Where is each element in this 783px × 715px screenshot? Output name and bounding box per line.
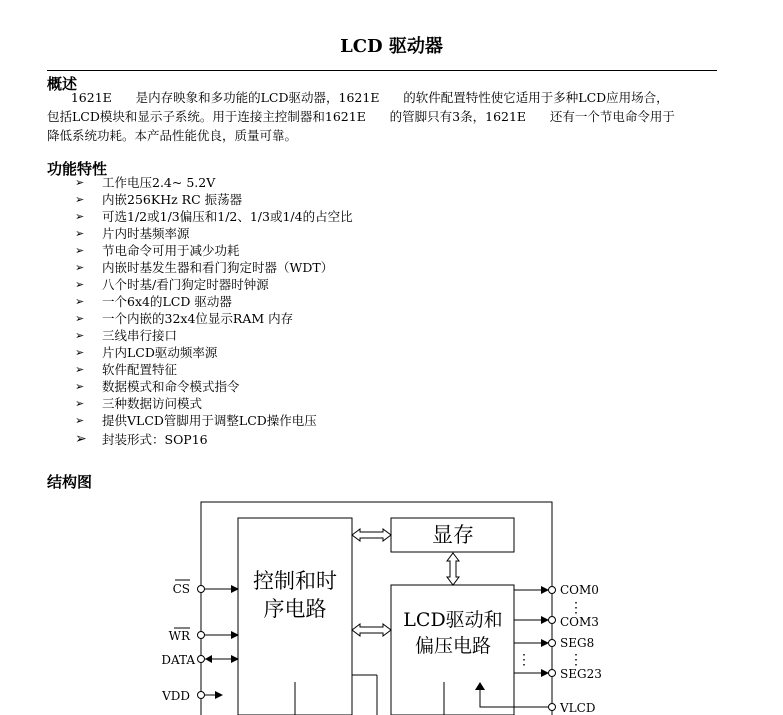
bullet-arrow-icon: ➢ xyxy=(75,329,85,342)
overview-line: 包括LCD模块和显示子系统。用于连接主控制器和1621E 的管脚只有3条，1621E 还有一个节电命令用于 xyxy=(47,109,675,124)
feature-item: ➢ 内嵌256KHz RC 振荡器 xyxy=(75,192,243,207)
ellipsis-dots-icon: ⋮ xyxy=(569,652,583,668)
bullet-arrow-icon: ➢ xyxy=(75,414,85,427)
feature-item: ➢ 一个6x4的LCD 驱动器 xyxy=(75,294,232,309)
pin-label-com3: COM3 xyxy=(560,615,599,629)
bullet-arrow-icon: ➢ xyxy=(75,312,85,325)
pin-seg23 xyxy=(549,670,556,677)
bullet-arrow-icon: ➢ xyxy=(75,278,85,291)
overview-line: 1621E 是内存映象和多功能的LCD驱动器，1621E 的软件配置特性使它适用于多种LCD应用场合， xyxy=(47,90,669,105)
feature-item: ➢ 片内LCD驱动频率源 xyxy=(75,345,218,360)
bullet-arrow-icon: ➢ xyxy=(75,430,87,447)
pin-com3 xyxy=(549,617,556,624)
overview-heading: 概述 xyxy=(47,75,78,93)
feature-item: ➢ 三线串行接口 xyxy=(75,328,178,343)
pin-label-wr: WR xyxy=(168,629,190,643)
feature-item: ➢ 软件配置特征 xyxy=(75,362,178,377)
feature-item: ➢ 工作电压2.4~ 5.2V xyxy=(75,175,216,190)
feature-item: ➢ 数据模式和命令模式指令 xyxy=(75,379,240,394)
pin-seg8 xyxy=(549,640,556,647)
pin-label-seg8: SEG8 xyxy=(560,636,595,650)
bullet-arrow-icon: ➢ xyxy=(75,244,85,257)
bullet-arrow-icon: ➢ xyxy=(75,397,85,410)
pin-data-arrow xyxy=(205,655,212,663)
bullet-arrow-icon: ➢ xyxy=(75,363,85,376)
pin-label-com0: COM0 xyxy=(560,583,599,597)
feature-item: ➢ 提供VLCD管脚用于调整LCD操作电压 xyxy=(75,413,317,428)
ellipsis-dots-icon: ⋮ xyxy=(569,600,583,616)
bullet-arrow-icon: ➢ xyxy=(75,380,85,393)
pin-label-vdd: VDD xyxy=(162,689,190,703)
bullet-arrow-icon: ➢ xyxy=(75,210,85,223)
pin-label-vlcd: VLCD xyxy=(560,701,596,715)
pin-vlcd xyxy=(549,704,556,711)
bullet-arrow-icon: ➢ xyxy=(75,193,85,206)
pin-vdd xyxy=(198,692,205,699)
control-block-label: 序电路 xyxy=(263,597,327,621)
pin-wr xyxy=(198,632,205,639)
bullet-arrow-icon: ➢ xyxy=(75,261,85,274)
pin-label-data: DATA xyxy=(161,653,195,667)
feature-item: ➢ 可选1/2或1/3偏压和1/2、1/3或1/4的占空比 xyxy=(75,209,353,224)
feature-item: ➢ 封装形式：SOP16 xyxy=(75,430,208,447)
double-arrow-icon xyxy=(447,553,459,585)
ellipsis-dots-icon: ⋮ xyxy=(517,652,531,668)
page-title: LCD 驱动器 xyxy=(340,36,443,57)
control-block-label: 控制和时 xyxy=(253,569,337,593)
structure-heading: 结构图 xyxy=(47,473,93,491)
driver-block-label: 偏压电路 xyxy=(414,635,492,657)
feature-item: ➢ 节电命令可用于减少功耗 xyxy=(75,243,240,258)
features-heading: 功能特性 xyxy=(47,160,108,178)
feature-item: ➢ 内嵌时基发生器和看门狗定时器（WDT） xyxy=(75,260,334,275)
bullet-arrow-icon: ➢ xyxy=(75,295,85,308)
memory-block-label: 显存 xyxy=(432,523,474,547)
pin-com0 xyxy=(549,587,556,594)
feature-item: ➢ 八个时基/看门狗定时器时钟源 xyxy=(75,277,269,292)
overview-line: 降低系统功耗。本产品性能优良，质量可靠。 xyxy=(47,128,298,143)
bullet-arrow-icon: ➢ xyxy=(75,346,85,359)
feature-item: ➢ 三种数据访问模式 xyxy=(75,396,203,411)
bullet-arrow-icon: ➢ xyxy=(75,227,85,240)
pin-cs xyxy=(198,586,205,593)
feature-item: ➢ 片内时基频率源 xyxy=(75,226,190,241)
pin-data xyxy=(198,656,205,663)
pin-label-cs: CS xyxy=(172,582,190,596)
driver-block-label: LCD驱动和 xyxy=(403,609,503,631)
double-arrow-icon xyxy=(352,624,391,636)
bullet-arrow-icon: ➢ xyxy=(75,176,85,189)
double-arrow-icon xyxy=(352,529,391,541)
pin-label-seg23: SEG23 xyxy=(560,667,602,681)
feature-item: ➢ 一个内嵌的32x4位显示RAM 内存 xyxy=(75,311,294,326)
